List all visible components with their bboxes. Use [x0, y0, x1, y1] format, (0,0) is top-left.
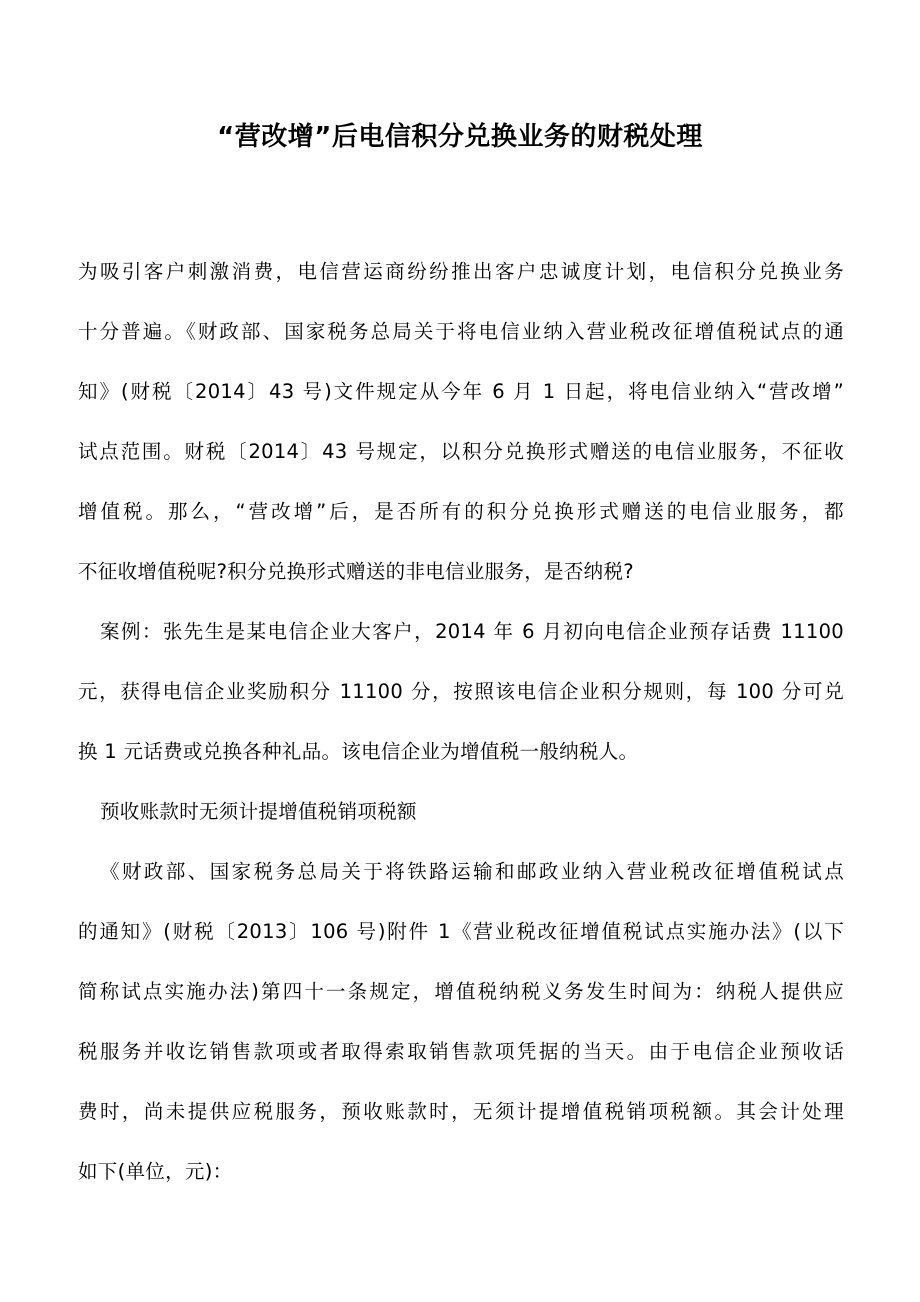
text-line: 简称试点实施办法)第四十一条规定，增值税纳税义务发生时间为：纳税人提供应: [78, 980, 844, 1003]
document-title: “营改增”后电信积分兑换业务的财税处理: [217, 122, 703, 152]
text-line: 不征收增值税呢?积分兑换形式赠送的非电信业服务，是否纳税?: [78, 560, 634, 583]
text-line: 为吸引客户刺激消费，电信营运商纷纷推出客户忠诚度计划，电信积分兑换业务: [78, 260, 844, 283]
text-line: 案例：张先生是某电信企业大客户，2014 年 6 月初向电信企业预存话费 11100: [100, 620, 844, 643]
text-line: 十分普遍。《财政部、国家税务总局关于将电信业纳入营业税改征增值税试点的通: [78, 320, 844, 343]
text-line: 《财政部、国家税务总局关于将铁路运输和邮政业纳入营业税改征增值税试点: [100, 860, 844, 883]
text-line: 试点范围。财税〔2014〕43 号规定，以积分兑换形式赠送的电信业服务，不征收: [78, 440, 844, 463]
text-line: 知》(财税〔2014〕43 号)文件规定从今年 6 月 1 日起，将电信业纳入“营改增”: [78, 380, 844, 403]
text-line: 的通知》(财税〔2013〕106 号)附件 1《营业税改征增值税试点实施办法》(以下: [78, 920, 844, 943]
text-line: 元，获得电信企业奖励积分 11100 分，按照该电信企业积分规则，每 100 分可兑: [78, 680, 844, 703]
subheading-text: 预收账款时无须计提增值税销项税额: [100, 800, 417, 823]
text-line: 费时，尚未提供应税服务，预收账款时，无须计提增值税销项税额。其会计处理: [78, 1100, 844, 1123]
text-line: 如下(单位，元)：: [78, 1160, 233, 1183]
text-line: 税服务并收讫销售款项或者取得索取销售款项凭据的当天。由于电信企业预收话: [78, 1040, 844, 1063]
text-line: 换 1 元话费或兑换各种礼品。该电信企业为增值税一般纳税人。: [78, 740, 639, 763]
text-line: 增值税。那么，“营改增”后，是否所有的积分兑换形式赠送的电信业服务，都: [78, 500, 844, 523]
